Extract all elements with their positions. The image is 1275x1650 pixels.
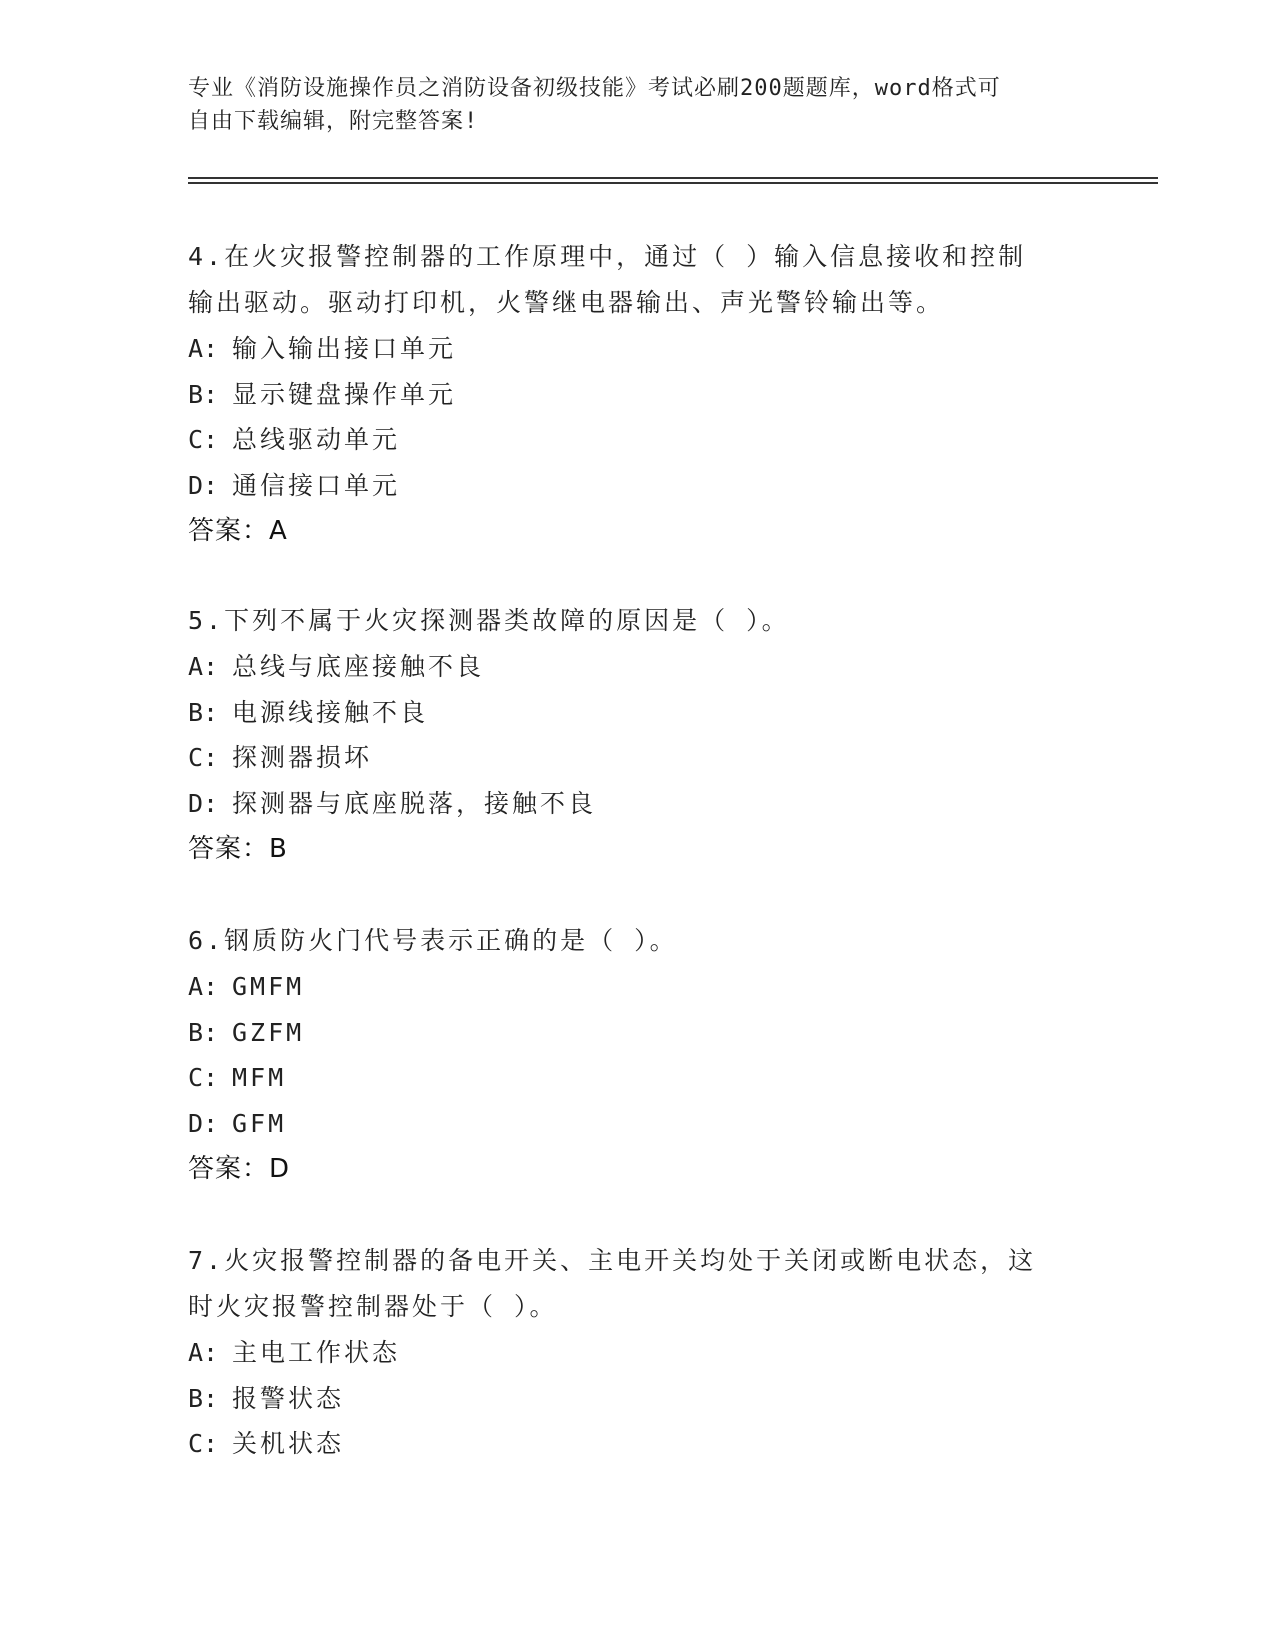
option-letter: B: <box>188 1017 219 1047</box>
option-b <box>188 1010 1088 1056</box>
option-letter: C: <box>188 743 219 772</box>
option-c <box>188 1055 1088 1101</box>
answer-label: 答案：D <box>188 1154 291 1184</box>
option-c <box>188 417 1088 463</box>
answer-label: 答案：A <box>188 516 288 546</box>
option-a <box>188 964 1088 1010</box>
option-text: GFM <box>232 1108 287 1138</box>
question-block <box>188 234 1088 554</box>
question-stem-line: 6.钢质防火门代号表示正确的是（ ）。 <box>188 926 678 955</box>
option-letter: C: <box>188 425 219 454</box>
option-text: 总线驱动单元 <box>232 425 401 454</box>
answer-label: 答案：B <box>188 834 288 864</box>
header-line-2: 自由下载编辑，附完整答案! <box>188 109 479 134</box>
option-d <box>188 781 1088 827</box>
option-text: 电源线接触不良 <box>232 697 429 727</box>
option-b <box>188 1376 1088 1422</box>
option-text: MFM <box>232 1063 287 1092</box>
option-text: GZFM <box>232 1017 305 1047</box>
option-text: 总线与底座接触不良 <box>232 652 485 681</box>
option-text: 关机状态 <box>232 1429 345 1458</box>
option-d <box>188 463 1088 509</box>
question-stem-line: 7.火灾报警控制器的备电开关、主电开关均处于关闭或断电状态，这 <box>188 1246 1037 1275</box>
question-block <box>188 1238 1088 1467</box>
question-stem-line: 时火灾报警控制器处于（ ）。 <box>188 1292 558 1321</box>
option-b <box>188 690 1088 736</box>
option-letter: D: <box>188 470 219 500</box>
option-letter: D: <box>188 788 219 818</box>
option-text: 输入输出接口单元 <box>232 334 457 363</box>
option-text: 通信接口单元 <box>232 470 401 500</box>
option-c <box>188 1421 1088 1467</box>
option-letter: A: <box>188 972 219 1001</box>
question-block <box>188 598 1088 872</box>
header-divider-bottom <box>188 182 1158 184</box>
header-line-1: 专业《消防设施操作员之消防设备初级技能》考试必刷200题题库，word格式可 <box>188 76 1001 101</box>
option-a <box>188 326 1088 372</box>
question-block <box>188 918 1088 1192</box>
document-header <box>188 72 1068 138</box>
option-letter: D: <box>188 1108 219 1138</box>
option-d <box>188 1101 1088 1147</box>
option-text: 报警状态 <box>232 1383 345 1413</box>
option-c <box>188 735 1088 781</box>
option-a <box>188 1330 1088 1376</box>
question-stem-line: 4.在火灾报警控制器的工作原理中，通过（ ）输入信息接收和控制 <box>188 242 1027 271</box>
option-text: 显示键盘操作单元 <box>232 379 457 409</box>
option-text: 探测器与底座脱落，接触不良 <box>232 788 597 818</box>
option-text: GMFM <box>232 972 305 1001</box>
option-letter: C: <box>188 1429 219 1458</box>
option-letter: B: <box>188 697 219 727</box>
question-stem-line: 输出驱动。驱动打印机，火警继电器输出、声光警铃输出等。 <box>188 288 945 317</box>
header-divider-top <box>188 177 1158 179</box>
option-a <box>188 644 1088 690</box>
option-letter: A: <box>188 1338 219 1367</box>
option-letter: B: <box>188 1383 219 1413</box>
option-text: 主电工作状态 <box>232 1338 401 1367</box>
option-letter: A: <box>188 334 219 363</box>
option-text: 探测器损坏 <box>232 743 373 772</box>
question-stem-line: 5.下列不属于火灾探测器类故障的原因是（ ）。 <box>188 606 790 635</box>
option-letter: C: <box>188 1063 219 1092</box>
option-b <box>188 372 1088 418</box>
option-letter: B: <box>188 379 219 409</box>
option-letter: A: <box>188 652 219 681</box>
